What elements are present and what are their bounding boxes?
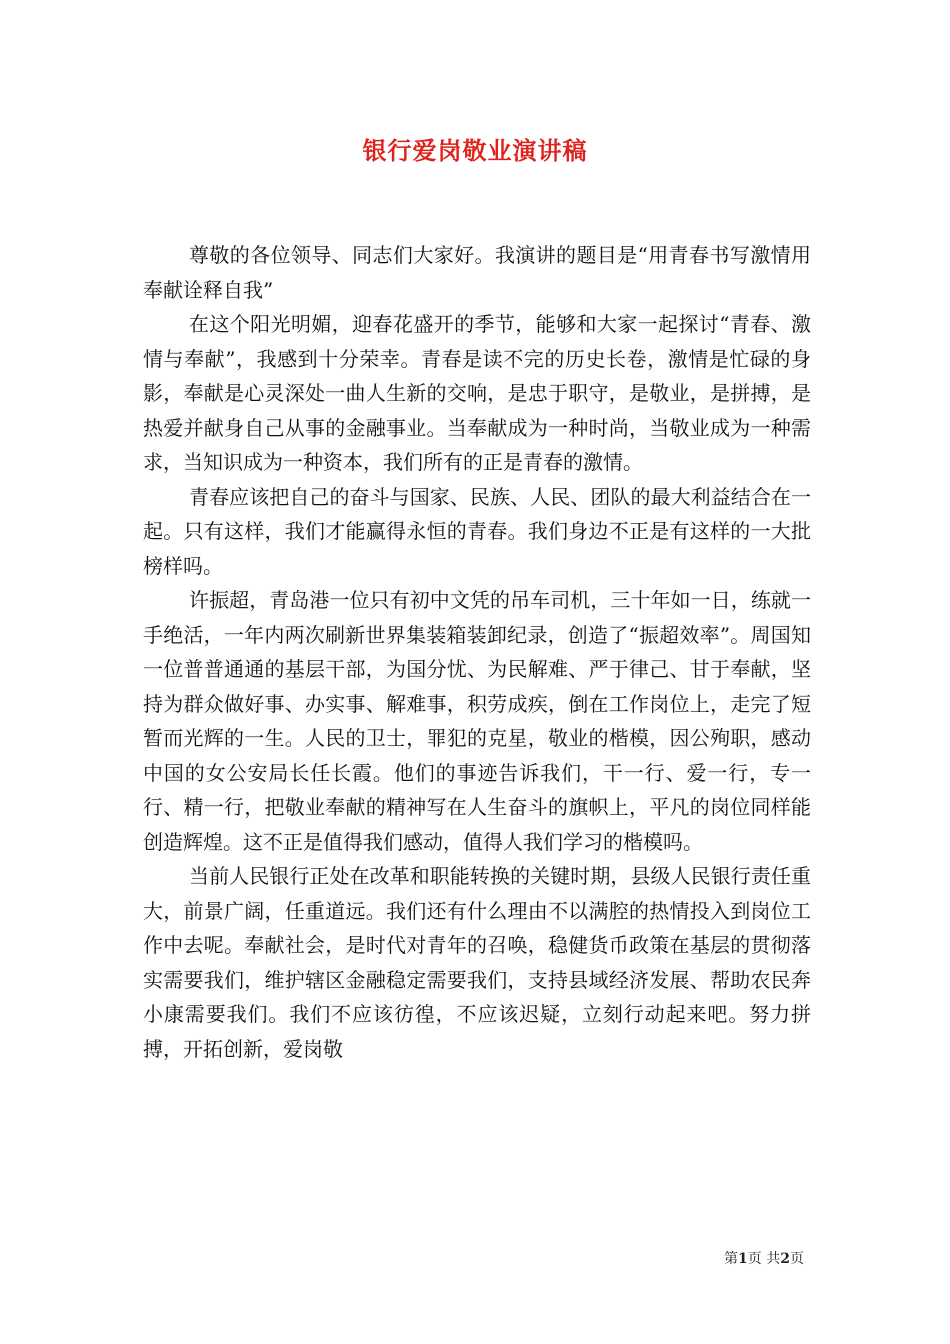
paragraph-2: 在这个阳光明媚，迎春花盛开的季节，能够和大家一起探讨“青春、激情与奉献”，我感到十分荣幸。青春是读不完的历史长卷，激情是忙碌的身影，奉献是心灵深处一曲人生新的交响，是忠于职守，是敬业，是拼搏，是热爱并献身自己从事的金融事业。当奉献成为一种时尚，当敬业成为一种需求，当知识成为一种资本，我们所有的正是青春的激情。: [143, 312, 811, 474]
footer-prefix: 第: [724, 1251, 739, 1267]
page-title: 银行爱岗敬业演讲稿: [362, 136, 588, 165]
current-page-number: 1: [738, 1251, 748, 1267]
footer-suffix: 页: [790, 1251, 804, 1267]
paragraph-4: 许振超，青岛港一位只有初中文凭的吊车司机，三十年如一日，练就一手绝活，一年内两次刷新世界集装箱装卸纪录，创造了“振超效率”。周国知一位普普通通的基层干部，为国分忧、为民解难、严于律己、甘于奉献，坚持为群众做好事、办实事、解难事，积劳成疾，倒在工作岗位上，走完了短暂而光辉的一生。人民的卫士，罪犯的克星，敬业的楷模，因公殉职，感动中国的女公安局长任长霞。他们的事迹告诉我们，干一行、爱一行，专一行、精一行，把敬业奉献的精神写在人生奋斗的旗帜上，平凡的岗位同样能创造辉煌。这不正是值得我们感动，值得人我们学习的楷模吗。: [143, 588, 811, 854]
total-page-number: 2: [780, 1251, 790, 1267]
footer-middle: 页 共: [747, 1251, 781, 1267]
paragraph-1: 尊敬的各位领导、同志们大家好。我演讲的题目是“用青春书写激情用奉献诠释自我”: [143, 243, 811, 302]
paragraph-3: 青春应该把自己的奋斗与国家、民族、人民、团队的最大利益结合在一起。只有这样，我们才能赢得永恒的青春。我们身边不正是有这样的一大批榜样吗。: [143, 484, 811, 578]
page-footer: [724, 1248, 804, 1268]
document-body: [143, 238, 811, 1066]
paragraph-5: 当前人民银行正处在改革和职能转换的关键时期，县级人民银行责任重大，前景广阔，任重道远。我们还有什么理由不以满腔的热情投入到岗位工作中去呢。奉献社会，是时代对青年的召唤，稳健货币政策在基层的贯彻落实需要我们，维护辖区金融稳定需要我们，支持县域经济发展、帮助农民奔小康需要我们。我们不应该彷徨，不应该迟疑，立刻行动起来吧。努力拼搏，开拓创新，爱岗敬: [143, 864, 811, 1061]
